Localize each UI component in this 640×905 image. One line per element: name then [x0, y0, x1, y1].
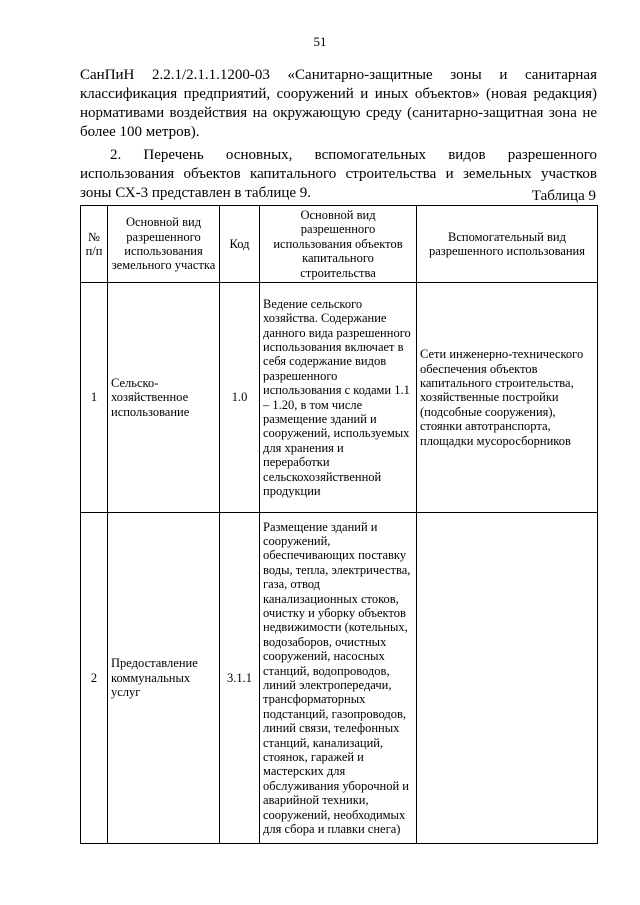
cell-code: 3.1.1	[220, 513, 260, 844]
table-caption: Таблица 9	[531, 188, 596, 204]
cell-building-use: Размещение зданий и сооружений, обеспечивающих поставку воды, тепла, электричества, газа, отвод канализационных стоков, очистку и уборку объектов недвижимости (котельных, водозаборов, очистных сооружений, насосных станций, водопроводов, линий электропередачи, трансформаторных подстанций, газопроводов, линий связи, телефонных станций, канализаций, стоянок, гаражей и мастерских для обслуживания уборочной и аварийной техники, сооружений, необходимых для сбора и плавки снега)	[260, 513, 417, 844]
paragraph-sanpin: СанПиН 2.2.1/2.1.1.1200-03 «Санитарно-защитные зоны и санитарная классификация предприятий, сооружений и иных объектов» (новая редакция) нормативами воздействия на окружающую среду (санитарно-защитная зона не более 100 метров).	[80, 67, 597, 140]
header-auxiliary: Вспомогательный вид разрешенного использования	[417, 206, 598, 283]
table-row	[81, 283, 598, 513]
paragraph-list-intro: 2. Перечень основных, вспомогательных видов разрешенного использования объектов капитального строительства и земельных участков зоны СХ-3 представлен в таблице 9.	[80, 147, 597, 201]
page-number: 51	[313, 34, 327, 49]
header-land-use: Основной вид разрешенного использования земельного участка	[108, 206, 220, 283]
cell-land-use: Предоставление коммунальных услуг	[108, 513, 220, 844]
header-num: № п/п	[81, 206, 108, 283]
cell-code: 1.0	[220, 283, 260, 513]
table-header-row	[81, 206, 598, 283]
cell-auxiliary: Сети инженерно-технического обеспечения объектов капитального строительства, хозяйственные постройки (подсобные сооружения), стоянки автотранспорта, площадки мусоросборников	[417, 283, 598, 513]
cell-auxiliary	[417, 513, 598, 844]
permitted-use-table	[80, 205, 598, 844]
header-building-use: Основной вид разрешенного использования объектов капитального строительства	[260, 206, 417, 283]
cell-building-use: Ведение сельского хозяйства. Содержание данного вида разрешенного использования включает в себя содержание видов разрешенного использования с кодами 1.1 – 1.20, в том числе размещение зданий и сооружений, используемых для хранения и переработки сельскохозяйственной продукции	[260, 283, 417, 513]
header-code: Код	[220, 206, 260, 283]
cell-num: 2	[81, 513, 108, 844]
cell-num: 1	[81, 283, 108, 513]
cell-land-use: Сельско-хозяйственное использование	[108, 283, 220, 513]
table-row	[81, 513, 598, 844]
body-text	[80, 66, 597, 203]
